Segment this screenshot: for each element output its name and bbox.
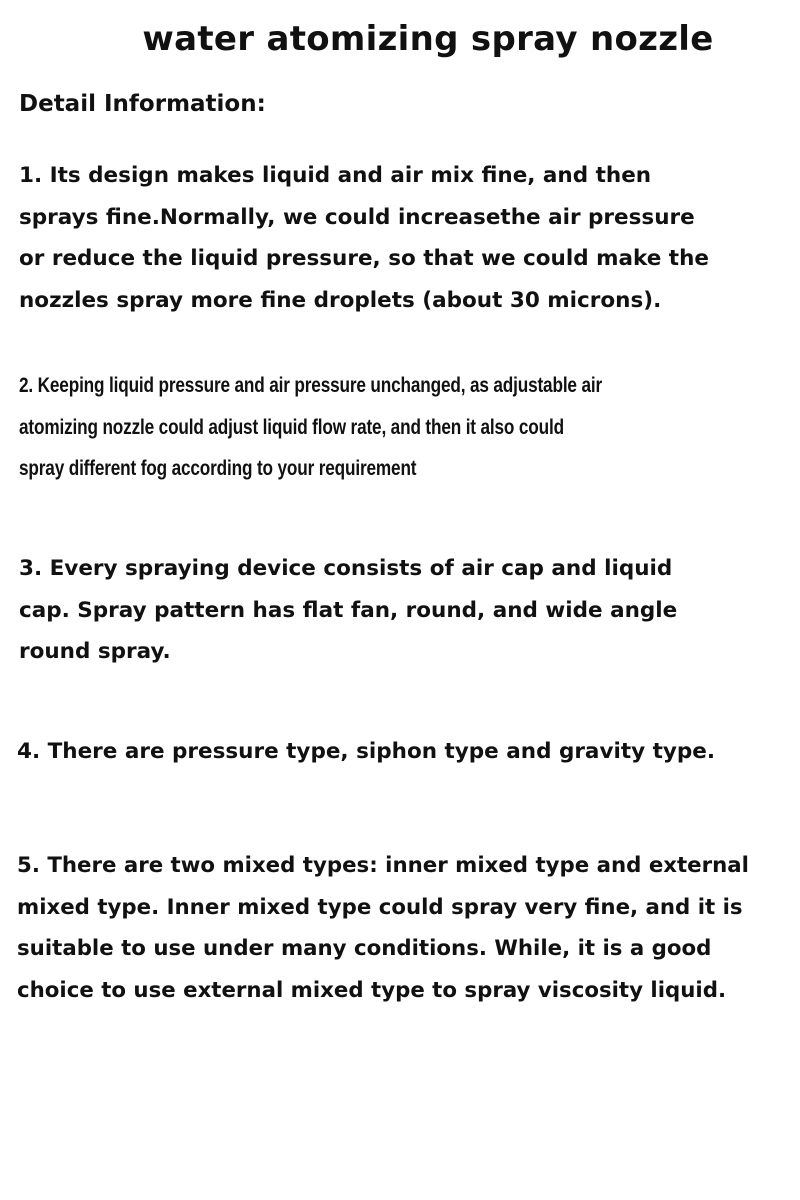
detail-item-5-line-1: 5. There are two mixed types: inner mixed type and external [17,853,749,878]
detail-item-5-line-3: suitable to use under many conditions. While, it is a good [17,936,712,962]
detail-item-4-line-1: 4. There are pressure type, siphon type and gravity type. [17,739,716,764]
detail-item-4 [17,731,715,773]
detail-item-1-line-4: nozzles spray more fine droplets (about 30 microns). [19,288,662,314]
detail-item-3 [19,548,677,673]
detail-item-3-line-3: round spray. [19,639,171,665]
detail-item-1-line-2: sprays fine.Normally, we could increasethe air pressure [19,204,695,230]
detail-item-5-line-4: choice to use external mixed type to spray viscosity liquid. [17,978,727,1004]
detail-item-1-line-1: 1. Its design makes liquid and air mix fine, and then [19,163,652,188]
detail-item-3-line-2: cap. Spray pattern has flat fan, round, and wide angle [19,597,678,623]
detail-item-1-line-3: or reduce the liquid pressure, so that we could make the [19,246,709,272]
detail-item-5-line-2: mixed type. Inner mixed type could spray very fine, and it is [17,894,743,920]
section-heading: Detail Information: [19,91,266,117]
page-title: water atomizing spray nozzle [142,19,714,59]
detail-item-2-line-1: 2. Keeping liquid pressure and air pressure unchanged, as adjustable air [19,373,603,397]
detail-item-3-line-1: 3. Every spraying device consists of air cap and liquid [19,556,673,581]
detail-item-2 [19,365,602,490]
detail-item-2-line-2: atomizing nozzle could adjust liquid flow rate, and then it also could [19,414,564,439]
detail-item-5 [17,845,749,1012]
detail-item-2-line-3: spray different fog according to your requirement [19,456,417,480]
detail-item-1 [19,155,709,322]
